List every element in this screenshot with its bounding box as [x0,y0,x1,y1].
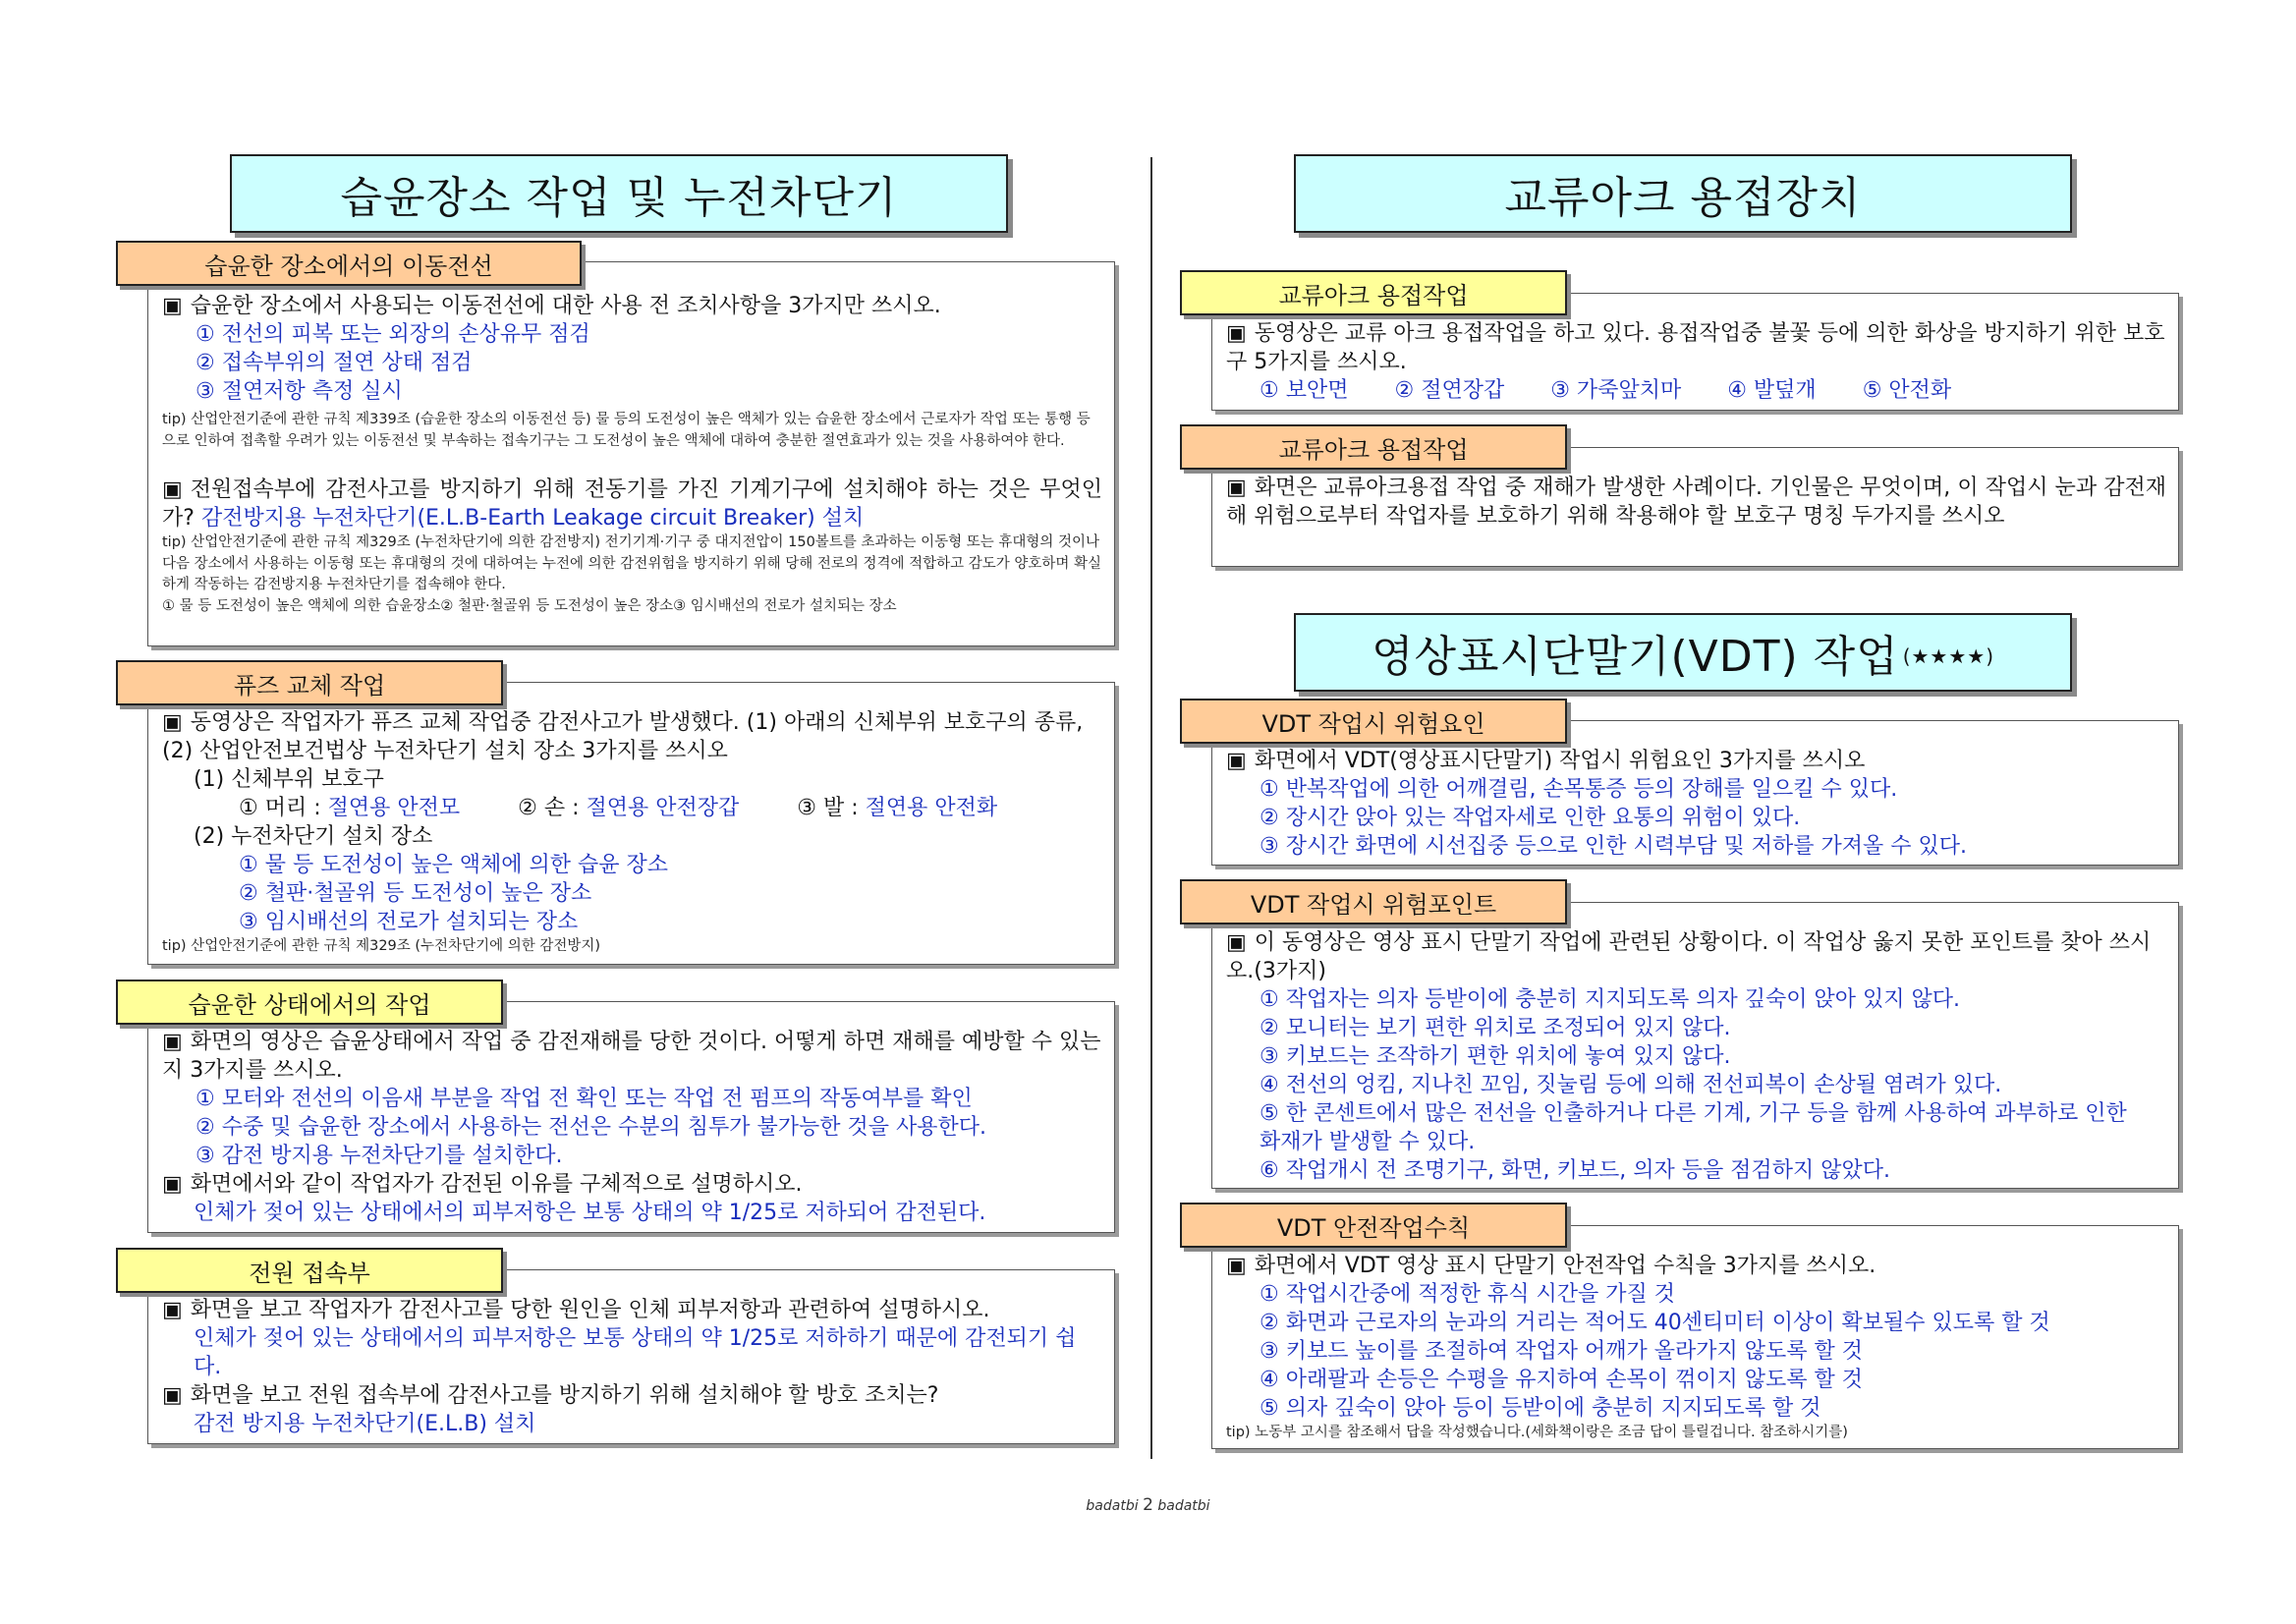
answer-item: ② 절연장갑 [1394,378,1505,403]
column-divider [1150,157,1152,1459]
question [162,708,1102,765]
vdt-title [1294,613,2072,692]
answer-inline: 감전방지용 누전차단기(E.L.B-Earth Leakage circuit Breaker) 설치 [200,506,865,531]
question-text: 이 동영상은 영상 표시 단말기 작업에 관련된 상황이다. 이 작업상 옳지 못한 포인트를 찾아 쓰시오.(3가지) [1226,930,2152,983]
section-tag-vdt-rules [1180,1203,1567,1248]
tip-note: tip) 노동부 고시를 참조해서 답을 작성했습니다.(세화책이랑은 조금 답이 틀릴겁니다. 참조하시기를) [1226,1425,1848,1440]
section-tag-vdt-risk [1180,699,1567,744]
question-text: 화면에서 VDT(영상표시단말기) 작업시 위험요인 3가지를 쓰시오 [1254,749,1866,773]
protector-label: ③ 발 : [797,796,859,820]
page-footer [0,1495,2296,1515]
answer-item: ③ 임시배선의 전로가 설치되는 장소 [239,910,579,934]
answer-row [1226,376,2166,405]
answer-item: 인체가 젖어 있는 상태에서의 피부저항은 보통 상태의 약 1/25로 저하하기 때문에 감전되기 쉽다. [194,1326,1077,1379]
question [1226,747,2166,775]
section-vdt-rules [1211,1225,2179,1449]
question-text: 화면의 영상은 습윤상태에서 작업 중 감전재해를 당한 것이다. 어떻게 하면 재해를 예방할 수 있는지 3가지를 쓰시오. [162,1030,1101,1083]
answer-item: ① 전선의 피복 또는 외장의 손상유무 점검 [196,322,590,347]
section-tag-label: VDT 작업시 위험요인 [1261,709,1485,738]
section-tag-wet-state [116,980,503,1025]
answer-item: ③ 가죽앞치마 [1550,378,1682,403]
section-tag-label: 교류아크 용접작업 [1278,435,1469,464]
question [162,1170,1102,1199]
answer-item: ⑤ 의자 깊숙이 앉아 등이 등받이에 충분히 지지되도록 할 것 [1260,1396,1821,1421]
answer-item: ② 화면과 근로자의 눈과의 거리는 적어도 40센티미터 이상이 확보될수 있도록 할 것 [1260,1311,2050,1335]
square-bullet-icon: ▣ [162,710,183,735]
answer-item: ① 작업자는 의자 등받이에 충분히 지지되도록 의자 깊숙이 앉아 있지 않다. [1260,987,1960,1012]
section-tag-label: 습윤한 상태에서의 작업 [188,990,431,1019]
tip-note: tip) 산업안전기준에 관한 규칙 제339조 (습윤한 장소의 이동전선 등) 물 등의 도전성이 높은 액체가 있는 습윤한 장소에서 근로자가 작업 또는 통행 등으로 인하여 접촉할 우려가 있는 이동전선 및 부속하는 접속기구는 그 도전성이 높은 액체에 대하여 충분한 절연효과가 있는 것을 사용하여야 한다. [162,412,1091,449]
square-bullet-icon: ▣ [162,1030,183,1054]
section-wet-cable [147,261,1115,646]
subheading: (1) 신체부위 보호구 [194,767,384,792]
vdt-title-text: 영상표시단말기(VDT) 작업 [1371,632,1899,682]
protector-row [162,794,1102,822]
answer-item: ③ 키보드 높이를 조절하여 작업자 어깨가 올라가지 않도록 할 것 [1260,1339,1863,1364]
answer-item: ③ 감전 방지용 누전차단기를 설치한다. [196,1144,563,1168]
square-bullet-icon: ▣ [162,294,183,318]
tip-note: ① 물 등 도전성이 높은 액체에 의한 습윤장소② 철판·철골위 등 도전성이 높은 장소③ 임시배선의 전로가 설치되는 장소 [162,597,897,614]
question [1226,474,2166,531]
section-vdt-point [1211,902,2179,1189]
section-fuse [147,682,1115,965]
right-page-title [1294,154,2072,233]
square-bullet-icon: ▣ [162,477,183,502]
right-title-text: 교류아크 용접장치 [1504,173,1862,223]
answer-item: 감전 방지용 누전차단기(E.L.B) 설치 [194,1412,536,1436]
question-text: 전원접속부에 감전사고를 방지하기 위해 전동기를 가진 기계기구에 설치해야 하는 것은 무엇인가? [162,477,1102,531]
question [162,1381,1102,1410]
square-bullet-icon: ▣ [162,1172,183,1197]
question-text: 화면에서 VDT 영상 표시 단말기 안전작업 수칙을 3가지를 쓰시오. [1254,1254,1876,1278]
answer-item: ⑤ 한 콘센트에서 많은 전선을 인출하거나 다른 기계, 기구 등을 함께 사용하여 과부하로 인한 화재가 발생할 수 있다. [1260,1101,2127,1154]
answer-item: ④ 전선의 엉킴, 지나친 꼬임, 짓눌림 등에 의해 전선피복이 손상될 염려가 있다. [1260,1073,2002,1097]
answer-item: ② 수중 및 습윤한 장소에서 사용하는 전선은 수분의 침투가 불가능한 것을 사용한다. [196,1115,986,1140]
section-tag-label: 퓨즈 교체 작업 [233,671,386,700]
answer-item: ③ 절연저항 측정 실시 [196,379,403,404]
protector-label: ② 손 : [518,796,580,820]
section-tag-fuse [116,660,503,705]
section-wet-state [147,1001,1115,1233]
section-tag-arc-welding-1 [1180,270,1567,315]
question-text: 동영상은 교류 아크 용접작업을 하고 있다. 용접작업중 불꽃 등에 의한 화상을 방지하기 위한 보호구 5가지를 쓰시오. [1226,321,2165,374]
square-bullet-icon: ▣ [1226,930,1247,955]
page-number: 2 [1143,1495,1153,1515]
section-tag-label: 전원 접속부 [249,1259,370,1287]
square-bullet-icon: ▣ [1226,321,1247,346]
section-tag-wet-cable [116,241,582,286]
footer-left: badatbi [1086,1498,1139,1514]
answer-item: ① 물 등 도전성이 높은 액체에 의한 습윤 장소 [239,853,668,877]
answer-item: ② 철판·철골위 등 도전성이 높은 장소 [239,881,592,906]
square-bullet-icon: ▣ [1226,476,1247,500]
tip-note: tip) 산업안전기준에 관한 규칙 제329조 (누전차단기에 의한 감전방지) 전기기계·기구 중 대지전압이 150볼트를 초과하는 이동형 또는 휴대형의 것이나 다음 장소에서 사용하는 이동형 또는 휴대형의 것에 대하여는 누전에 의한 감전위험을 방지하기 위해 당해 전로의 정격에 적합하고 감도가 양호하며 확실하게 작동하는 감전방지용 누전차단기를 접속해야 한다. [162,534,1102,592]
protector-value: 절연용 안전화 [865,796,998,820]
answer-item: ④ 발덮개 [1727,378,1817,403]
protector-value: 절연용 안전모 [327,796,461,820]
question-text: 화면을 보고 작업자가 감전사고를 당한 원인을 인체 피부저항과 관련하여 설명하시오. [190,1298,990,1322]
subheading: (2) 누전차단기 설치 장소 [194,824,433,849]
section-tag-label: VDT 안전작업수칙 [1276,1213,1471,1242]
section-tag-arc-welding-2 [1180,424,1567,470]
answer-item: ② 접속부위의 절연 상태 점검 [196,351,473,375]
question [1226,928,2166,985]
footer-right: badatbi [1157,1498,1210,1514]
vdt-stars: (★★★★) [1902,644,1995,668]
question-text: 습윤한 장소에서 사용되는 이동전선에 대한 사용 전 조치사항을 3가지만 쓰시오. [190,294,941,318]
section-tag-power [116,1248,503,1293]
section-tag-label: 교류아크 용접작업 [1278,281,1469,309]
section-tag-vdt-point [1180,879,1567,924]
question [1226,1252,2166,1280]
answer-item: ② 장시간 앉아 있는 작업자세로 인한 요통의 위험이 있다. [1260,806,1801,830]
protector-value: 절연용 안전장갑 [586,796,740,820]
answer-item: ③ 장시간 화면에 시선집중 등으로 인한 시력부담 및 저하를 가져올 수 있다. [1260,834,1967,859]
left-page-title [230,154,1008,233]
tip-note: tip) 산업안전기준에 관한 규칙 제329조 (누전차단기에 의한 감전방지) [162,938,601,954]
question [162,1028,1102,1085]
answer-item: ① 반복작업에 의한 어깨결림, 손목통증 등의 장해를 일으킬 수 있다. [1260,777,1898,802]
answer-item: 인체가 젖어 있는 상태에서의 피부저항은 보통 상태의 약 1/25로 저하되어 감전된다. [194,1201,986,1225]
question-text: 동영상은 작업자가 퓨즈 교체 작업중 감전사고가 발생했다. (1) 아래의 신체부위 보호구의 종류, (2) 산업안전보건법상 누전차단기 설치 장소 3가지를 쓰시오 [162,710,1084,763]
left-title-text: 습윤장소 작업 및 누전차단기 [340,173,898,223]
answer-item: ① 작업시간중에 적정한 휴식 시간을 가질 것 [1260,1282,1675,1307]
square-bullet-icon: ▣ [1226,1254,1247,1278]
question [162,292,1102,320]
question [1226,319,2166,376]
answer-item: ① 모터와 전선의 이음새 부분을 작업 전 확인 또는 작업 전 펌프의 작동여부를 확인 [196,1087,973,1111]
answer-item: ③ 키보드는 조작하기 편한 위치에 놓여 있지 않다. [1260,1044,1731,1069]
question-text: 화면을 보고 전원 접속부에 감전사고를 방지하기 위해 설치해야 할 방호 조치는? [190,1383,939,1408]
question [162,476,1102,532]
section-tag-label: 습윤한 장소에서의 이동전선 [204,252,493,280]
answer-item: ① 보안면 [1260,378,1349,403]
question [162,1296,1102,1324]
section-tag-label: VDT 작업시 위험포인트 [1250,890,1497,919]
answer-item: ② 모니터는 보기 편한 위치로 조정되어 있지 않다. [1260,1016,1731,1040]
answer-item: ⑤ 안전화 [1862,378,1952,403]
protector-label: ① 머리 : [239,796,321,820]
answer-item: ⑥ 작업개시 전 조명기구, 화면, 키보드, 의자 등을 점검하지 않았다. [1260,1158,1890,1183]
square-bullet-icon: ▣ [1226,749,1247,773]
square-bullet-icon: ▣ [162,1298,183,1322]
question-text: 화면은 교류아크용접 작업 중 재해가 발생한 사례이다. 기인물은 무엇이며, 이 작업시 눈과 감전재해 위험으로부터 작업자를 보호하기 위해 착용해야 할 보호구 명칭 두가지를 쓰시오 [1226,476,2166,529]
question-text: 화면에서와 같이 작업자가 감전된 이유를 구체적으로 설명하시오. [190,1172,803,1197]
answer-item: ④ 아래팔과 손등은 수평을 유지하여 손목이 꺾이지 않도록 할 것 [1260,1368,1863,1392]
section-power [147,1269,1115,1444]
square-bullet-icon: ▣ [162,1383,183,1408]
